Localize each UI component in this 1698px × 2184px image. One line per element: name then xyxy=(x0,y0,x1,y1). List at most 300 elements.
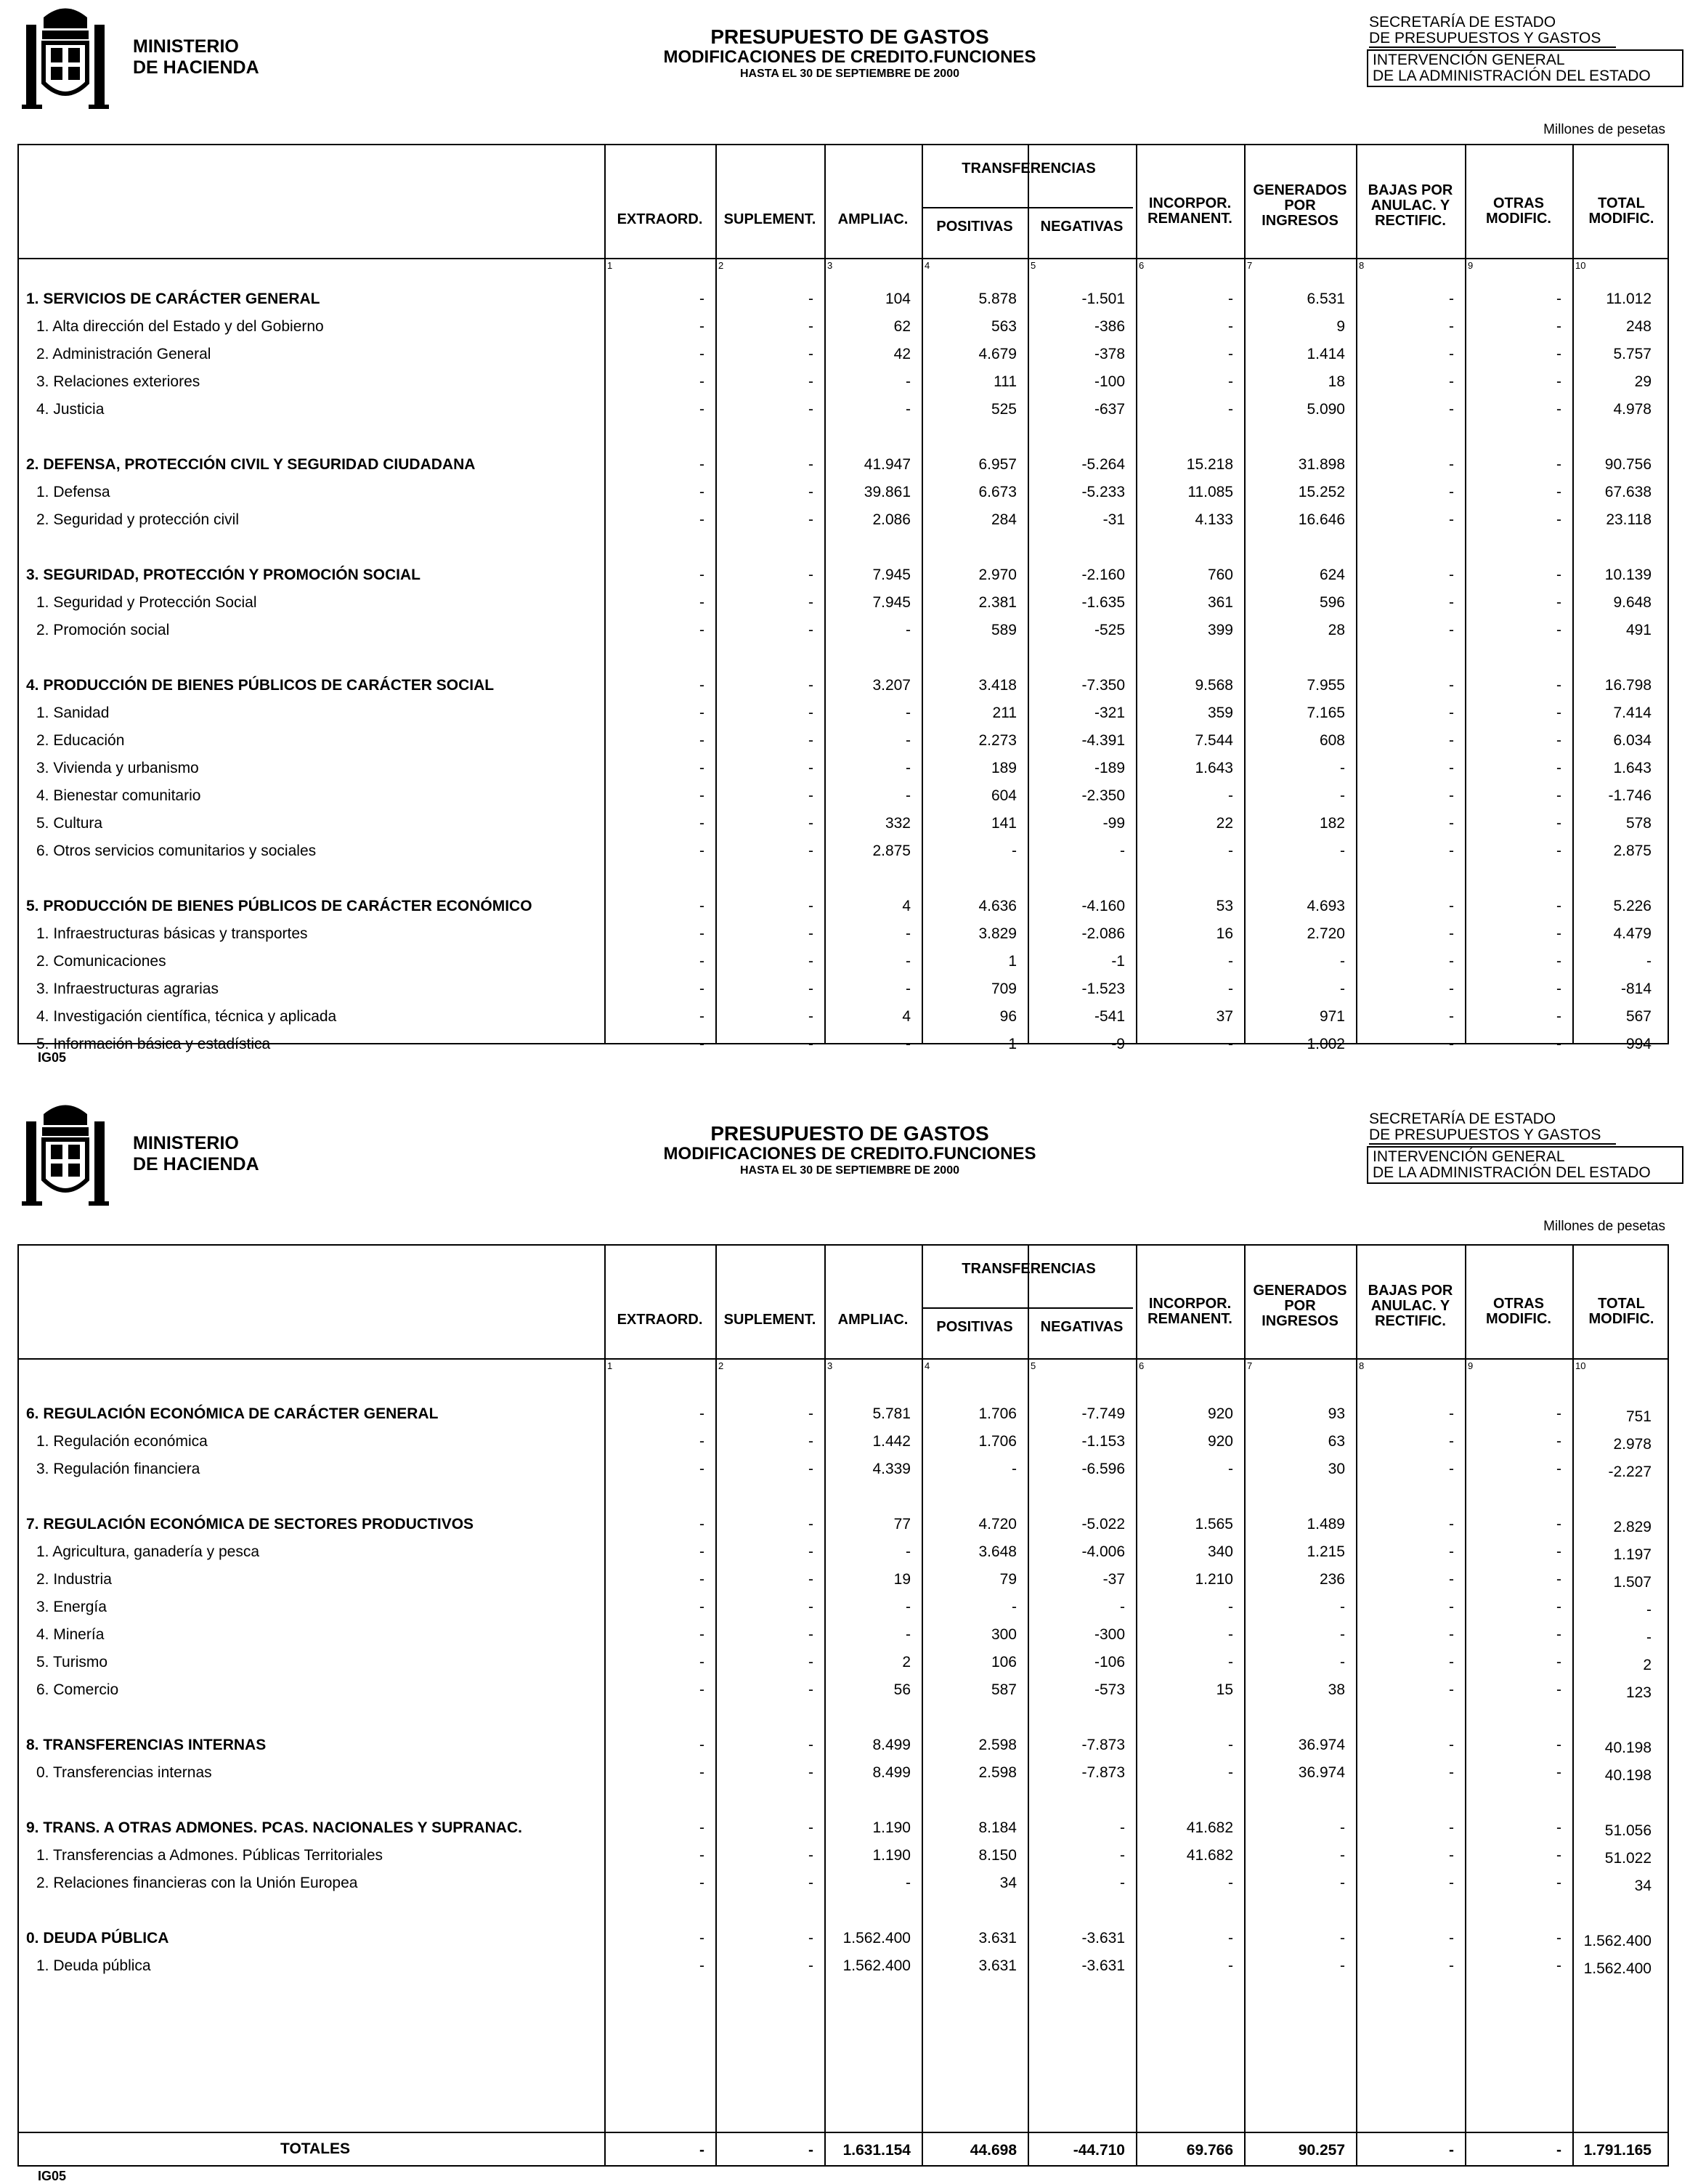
table-cell: 1.565 xyxy=(1195,1516,1233,1533)
table-cell: - xyxy=(1120,843,1125,859)
row-label: 1. Regulación económica xyxy=(36,1433,208,1450)
table-cell: 2.720 xyxy=(1307,925,1345,942)
table-cell: 1.002 xyxy=(1307,1036,1345,1052)
table-cell: 8.184 xyxy=(978,1819,1017,1836)
row-label: 2. Educación xyxy=(36,732,125,749)
table-cell: - xyxy=(699,815,704,832)
col-total-line: MODIFIC. xyxy=(1588,211,1654,227)
table-cell: 4.720 xyxy=(978,1516,1017,1533)
table-cell: - xyxy=(1228,346,1233,362)
intervencion-line: INTERVENCIÓN GENERAL xyxy=(1373,1148,1565,1165)
row-label: 4. Minería xyxy=(36,1626,105,1643)
report-title-block xyxy=(625,26,1075,81)
table-cell: - xyxy=(1449,1681,1454,1698)
col-extraord-line: EXTRAORD. xyxy=(617,1312,703,1328)
table-cell: 1.414 xyxy=(1307,346,1345,362)
table-cell: - xyxy=(1120,1875,1125,1891)
table-cell: 6.957 xyxy=(978,456,1017,473)
table-cell: 51.022 xyxy=(1604,1850,1652,1867)
table-cell: -7.873 xyxy=(1081,1737,1125,1753)
table-cell: - xyxy=(1228,1957,1233,1974)
col-extraord xyxy=(604,1312,715,1328)
table-cell: 34 xyxy=(1634,1877,1652,1894)
table-cell: - xyxy=(1556,677,1561,694)
row-label: 2. Relaciones financieras con la Unión Europea xyxy=(36,1875,358,1891)
col-bajas xyxy=(1356,1283,1465,1329)
table-cell: - xyxy=(1449,1516,1454,1533)
table-cell: -189 xyxy=(1094,760,1125,776)
table-cell: - xyxy=(808,346,813,362)
table-cell: - xyxy=(906,705,911,721)
table-cell: 563 xyxy=(991,318,1017,335)
col-negativas-line: NEGATIVAS xyxy=(1040,1319,1124,1335)
column-divider xyxy=(1136,1246,1137,2165)
table-cell: - xyxy=(699,373,704,390)
table-cell: 920 xyxy=(1207,1433,1233,1450)
row-label: 1. Agricultura, ganadería y pesca xyxy=(36,1543,260,1560)
table-cell: 211 xyxy=(992,705,1017,721)
ministry-line: MINISTERIO xyxy=(133,36,239,57)
table-cell: -637 xyxy=(1094,401,1125,418)
table-cell: - xyxy=(808,1599,813,1615)
col-otras-line: OTRAS xyxy=(1493,195,1544,211)
table-cell: - xyxy=(1646,953,1652,970)
table-cell: - xyxy=(808,981,813,997)
table-cell: -814 xyxy=(1620,981,1652,997)
transfer-divider xyxy=(922,1307,1133,1309)
row-label: 1. Infraestructuras básicas y transportes xyxy=(36,925,308,942)
form-code: IG05 xyxy=(38,2169,67,2183)
table-cell: 29 xyxy=(1634,373,1652,390)
table-cell: 16 xyxy=(1216,925,1233,942)
table-cell: 491 xyxy=(1625,622,1652,638)
table-cell: - xyxy=(808,1571,813,1588)
table-cell: - xyxy=(1556,456,1561,473)
table-cell: 1.562.400 xyxy=(842,1957,911,1974)
table-cell: 5.090 xyxy=(1307,401,1345,418)
section-label: 9. TRANS. A OTRAS ADMONES. PCAS. NACIONALES Y SUPRANAC. xyxy=(26,1819,522,1836)
ministry-line: DE HACIENDA xyxy=(133,57,259,78)
column-number: 8 xyxy=(1359,1360,1365,1371)
column-divider xyxy=(715,145,717,1043)
table-cell: -6.596 xyxy=(1081,1461,1125,1477)
column-divider xyxy=(715,1246,717,2165)
table-cell: - xyxy=(699,484,704,500)
col-total xyxy=(1572,1296,1670,1327)
table-cell: 7.945 xyxy=(872,567,911,583)
column-divider xyxy=(1356,145,1357,1043)
section-label: 2. DEFENSA, PROTECCIÓN CIVIL Y SEGURIDAD CIUDADANA xyxy=(26,456,476,473)
row-label: 3. Regulación financiera xyxy=(36,1461,200,1477)
table-cell: 4.479 xyxy=(1613,925,1652,942)
table-cell: 62 xyxy=(893,318,911,335)
col-ampliac xyxy=(824,1312,922,1328)
row-label: 1. Deuda pública xyxy=(36,1957,151,1974)
table-cell: - xyxy=(1556,1681,1561,1698)
table-cell: - xyxy=(699,1516,704,1533)
table-cell: 2.875 xyxy=(1613,843,1652,859)
row-label: 1. Transferencias a Admones. Públicas Territoriales xyxy=(36,1847,383,1864)
table-cell: - xyxy=(1556,981,1561,997)
table-cell: - xyxy=(1556,1461,1561,1477)
form-code: IG05 xyxy=(38,1050,67,1065)
table-cell: - xyxy=(1228,1654,1233,1671)
table-cell: - xyxy=(1228,401,1233,418)
column-number: 3 xyxy=(827,1360,833,1371)
table-cell: - xyxy=(808,484,813,500)
table-cell: 1 xyxy=(1008,953,1017,970)
table-cell: - xyxy=(699,898,704,914)
table-cell: - xyxy=(1449,815,1454,832)
table-cell: - xyxy=(699,1433,704,1450)
table-cell: 6.034 xyxy=(1613,732,1652,749)
column-number: 6 xyxy=(1139,260,1145,271)
table-cell: 141 xyxy=(991,815,1017,832)
table-cell: 248 xyxy=(1625,318,1652,335)
table-cell: -2.160 xyxy=(1081,567,1125,583)
table-cell: 2.598 xyxy=(978,1764,1017,1781)
intervencion-box xyxy=(1367,49,1683,87)
table-cell: - xyxy=(1556,1764,1561,1781)
column-number: 7 xyxy=(1247,260,1253,271)
table-cell: 90.756 xyxy=(1604,456,1652,473)
table-cell: 4.133 xyxy=(1195,511,1233,528)
col-ampliac-line: AMPLIAC. xyxy=(837,1312,909,1328)
table-cell: 11.085 xyxy=(1187,484,1233,500)
table-cell: - xyxy=(699,1599,704,1615)
table-cell: - xyxy=(1340,843,1345,859)
table-cell: - xyxy=(1556,843,1561,859)
table-cell: - xyxy=(906,925,911,942)
column-divider xyxy=(824,145,826,1043)
table-cell: - xyxy=(1228,843,1233,859)
table-cell: 1.507 xyxy=(1613,1574,1652,1591)
table-cell: 2.381 xyxy=(978,594,1017,611)
table-cell: - xyxy=(808,1930,813,1946)
table-cell: - xyxy=(1556,1599,1561,1615)
col-total-line: TOTAL xyxy=(1598,1296,1645,1312)
col-bajas-line: BAJAS POR xyxy=(1368,1283,1453,1299)
col-bajas-line: ANULAC. Y xyxy=(1370,1298,1450,1314)
table-cell: - xyxy=(1340,760,1345,776)
table-cell: 399 xyxy=(1207,622,1233,638)
column-number: 7 xyxy=(1247,1360,1253,1371)
col-generados-line: INGRESOS xyxy=(1262,1313,1339,1329)
table-cell: -5.022 xyxy=(1081,1516,1125,1533)
table-cell: 42 xyxy=(893,346,911,362)
table-cell: - xyxy=(1340,1654,1345,1671)
row-label: 5. Turismo xyxy=(36,1654,108,1671)
section-label: 8. TRANSFERENCIAS INTERNAS xyxy=(26,1737,267,1753)
table-cell: - xyxy=(1449,1764,1454,1781)
table-cell: - xyxy=(1449,373,1454,390)
secretaria-block xyxy=(1369,1111,1616,1145)
table-cell: - xyxy=(808,1681,813,1698)
table-cell: - xyxy=(1556,594,1561,611)
table-cell: 1.706 xyxy=(978,1433,1017,1450)
table-cell: - xyxy=(1556,318,1561,335)
table-cell: - xyxy=(1556,815,1561,832)
table-cell: - xyxy=(1228,787,1233,804)
table-cell: - xyxy=(1449,1819,1454,1836)
table-cell: 1.643 xyxy=(1195,760,1233,776)
column-divider xyxy=(604,1246,606,2165)
table-cell: - xyxy=(1556,1036,1561,1052)
col-negativas xyxy=(1028,1320,1136,1335)
table-cell: - xyxy=(1449,760,1454,776)
table-cell: 2.273 xyxy=(978,732,1017,749)
section-label: 7. REGULACIÓN ECONÓMICA DE SECTORES PRODUCTIVOS xyxy=(26,1516,474,1533)
col-otras-line: MODIFIC. xyxy=(1486,1311,1551,1327)
report-period: HASTA EL 30 DE SEPTIEMBRE DE 2000 xyxy=(739,68,959,80)
secretaria-line: SECRETARÍA DE ESTADO xyxy=(1369,1111,1556,1127)
intervencion-line: DE LA ADMINISTRACIÓN DEL ESTADO xyxy=(1373,68,1651,84)
table-cell: - xyxy=(808,677,813,694)
table-cell: -321 xyxy=(1094,705,1125,721)
units-label: Millones de pesetas xyxy=(1543,122,1665,137)
table-cell: - xyxy=(808,787,813,804)
table-cell: 1.562.400 xyxy=(842,1930,911,1946)
table-cell: 56 xyxy=(893,1681,911,1698)
page-1 xyxy=(0,0,1698,1075)
table-cell: 1.643 xyxy=(1613,760,1652,776)
row-label: 6. Comercio xyxy=(36,1681,119,1698)
table-cell: 1.562.400 xyxy=(1583,1960,1652,1977)
table-cell: 7.165 xyxy=(1307,705,1345,721)
table-cell: 38 xyxy=(1328,1681,1345,1698)
table-cell: - xyxy=(1120,1599,1125,1615)
table-cell: 31.898 xyxy=(1298,456,1345,473)
col-otras-line: OTRAS xyxy=(1493,1296,1544,1312)
row-label: 4. Bienestar comunitario xyxy=(36,787,201,804)
table-cell: -106 xyxy=(1094,1654,1125,1671)
table-cell: 63 xyxy=(1328,1433,1345,1450)
table-cell: - xyxy=(1449,1433,1454,1450)
table-cell: - xyxy=(1340,1930,1345,1946)
table-cell: 1.489 xyxy=(1307,1516,1345,1533)
table-cell: - xyxy=(699,1405,704,1422)
table-cell: - xyxy=(1340,953,1345,970)
table-cell: - xyxy=(906,1875,911,1891)
table-cell: - xyxy=(1556,567,1561,583)
table-cell: - xyxy=(1228,1737,1233,1753)
table-cell: - xyxy=(1449,981,1454,997)
table-cell: 4.693 xyxy=(1307,898,1345,914)
table-cell: - xyxy=(1556,1875,1561,1891)
table-cell: 16.798 xyxy=(1604,677,1652,694)
col-otras-line: MODIFIC. xyxy=(1486,211,1551,227)
col-bajas-line: RECTIFIC. xyxy=(1375,213,1446,229)
table-cell: - xyxy=(1228,1626,1233,1643)
table-cell: 3.631 xyxy=(978,1930,1017,1946)
table-cell: 760 xyxy=(1207,567,1233,583)
table-cell: -31 xyxy=(1102,511,1125,528)
table-cell: 589 xyxy=(991,622,1017,638)
coat-of-arms-icon xyxy=(22,1100,109,1209)
table-cell: - xyxy=(808,925,813,942)
table-cell: - xyxy=(1340,1819,1345,1836)
table-cell: 578 xyxy=(1625,815,1652,832)
table-cell: 4.978 xyxy=(1613,401,1652,418)
report-title: PRESUPUESTO DE GASTOS xyxy=(710,1122,989,1145)
report-subtitle: MODIFICACIONES DE CREDITO.FUNCIONES xyxy=(663,1144,1036,1164)
table-cell: - xyxy=(1449,1461,1454,1477)
table-cell: 920 xyxy=(1207,1405,1233,1422)
table-cell: 28 xyxy=(1328,622,1345,638)
table-cell: - xyxy=(699,981,704,997)
table-cell: - xyxy=(699,622,704,638)
column-number: 5 xyxy=(1031,260,1036,271)
totals-cell: 1.631.154 xyxy=(842,2142,911,2159)
table-cell: - xyxy=(1228,318,1233,335)
col-suplement-line: SUPLEMENT. xyxy=(723,211,816,227)
col-total-line: MODIFIC. xyxy=(1588,1311,1654,1327)
table-cell: 10.139 xyxy=(1604,567,1652,583)
table-cell: - xyxy=(1449,1571,1454,1588)
table-cell: 79 xyxy=(999,1571,1017,1588)
column-divider xyxy=(1136,145,1137,1043)
table-cell: - xyxy=(808,622,813,638)
column-number: 4 xyxy=(925,1360,930,1371)
header-divider xyxy=(19,1358,1667,1360)
table-cell: 11.012 xyxy=(1606,291,1652,307)
row-label: 2. Industria xyxy=(36,1571,112,1588)
row-label: 2. Promoción social xyxy=(36,622,170,638)
table-cell: - xyxy=(1556,705,1561,721)
table-cell: - xyxy=(1556,1571,1561,1588)
table-cell: 1.562.400 xyxy=(1583,1933,1652,1949)
table-cell: 5.226 xyxy=(1613,898,1652,914)
section-label: 3. SEGURIDAD, PROTECCIÓN Y PROMOCIÓN SOCIAL xyxy=(26,567,421,583)
col-bajas-line: ANULAC. Y xyxy=(1370,198,1450,214)
column-number: 4 xyxy=(925,260,930,271)
table-cell: - xyxy=(1556,1008,1561,1025)
transfer-divider xyxy=(922,207,1133,208)
table-cell: - xyxy=(1449,291,1454,307)
table-cell: - xyxy=(1228,1930,1233,1946)
table-cell: - xyxy=(1340,1626,1345,1643)
table-cell: 300 xyxy=(991,1626,1017,1643)
table-cell: - xyxy=(699,401,704,418)
page-2 xyxy=(0,1097,1698,2183)
col-transferencias: TRANSFERENCIAS xyxy=(962,1261,1096,1277)
column-divider xyxy=(922,1246,923,2165)
table-cell: 1.706 xyxy=(978,1405,1017,1422)
table-cell: - xyxy=(1449,401,1454,418)
col-generados xyxy=(1244,183,1356,229)
table-cell: - xyxy=(808,318,813,335)
table-cell: 40.198 xyxy=(1604,1740,1652,1756)
section-label: 1. SERVICIOS DE CARÁCTER GENERAL xyxy=(26,291,320,307)
table-cell: - xyxy=(808,1008,813,1025)
col-incorpor-line: INCORPOR. xyxy=(1148,1296,1232,1312)
units-label: Millones de pesetas xyxy=(1543,1219,1665,1234)
column-number: 10 xyxy=(1575,1360,1586,1371)
table-cell: - xyxy=(808,401,813,418)
table-cell: 53 xyxy=(1216,898,1233,914)
table-cell: - xyxy=(699,1036,704,1052)
totals-cell: - xyxy=(808,2142,813,2159)
column-divider xyxy=(1465,1246,1466,2165)
table-cell: 7.544 xyxy=(1195,732,1233,749)
totals-cell: 1.791.165 xyxy=(1583,2142,1652,2159)
table-cell: 9.568 xyxy=(1195,677,1233,694)
column-divider xyxy=(604,145,606,1043)
table-cell: - xyxy=(699,1930,704,1946)
table-cell: 2.086 xyxy=(872,511,911,528)
table-cell: 3.207 xyxy=(872,677,911,694)
column-divider xyxy=(1028,145,1029,1043)
table-cell: - xyxy=(1449,787,1454,804)
table-cell: - xyxy=(808,705,813,721)
table-cell: 2.829 xyxy=(1613,1519,1652,1535)
table-cell: - xyxy=(808,843,813,859)
col-incorpor xyxy=(1136,1296,1244,1327)
row-label: 3. Relaciones exteriores xyxy=(36,373,200,390)
col-positivas-line: POSITIVAS xyxy=(936,1319,1013,1335)
table-cell: 596 xyxy=(1319,594,1345,611)
table-cell: 15.252 xyxy=(1298,484,1345,500)
table-cell: - xyxy=(906,622,911,638)
table-cell: - xyxy=(1449,1654,1454,1671)
table-cell: - xyxy=(1120,1819,1125,1836)
column-number: 1 xyxy=(607,1360,613,1371)
table-cell: 123 xyxy=(1625,1684,1652,1701)
table-cell: - xyxy=(1556,1543,1561,1560)
report-title: PRESUPUESTO DE GASTOS xyxy=(710,25,989,48)
table-cell: - xyxy=(1228,291,1233,307)
table-cell: - xyxy=(1228,1599,1233,1615)
table-cell: -2.227 xyxy=(1608,1464,1652,1480)
table-cell: - xyxy=(808,953,813,970)
section-label: 6. REGULACIÓN ECONÓMICA DE CARÁCTER GENERAL xyxy=(26,1405,439,1422)
secretaria-line: SECRETARÍA DE ESTADO xyxy=(1369,14,1556,31)
table-cell: 182 xyxy=(1319,815,1345,832)
table-cell: - xyxy=(699,1626,704,1643)
table-cell: -5.264 xyxy=(1081,456,1125,473)
table-cell: - xyxy=(699,511,704,528)
table-cell: - xyxy=(808,1036,813,1052)
section-label: 5. PRODUCCIÓN DE BIENES PÚBLICOS DE CARÁCTER ECONÓMICO xyxy=(26,898,532,914)
row-label: 4. Justicia xyxy=(36,401,105,418)
table-cell: - xyxy=(1449,925,1454,942)
table-cell: 77 xyxy=(893,1516,911,1533)
table-cell: -100 xyxy=(1094,373,1125,390)
table-cell: - xyxy=(699,760,704,776)
col-positivas xyxy=(922,219,1028,235)
table-cell: 7.945 xyxy=(872,594,911,611)
col-negativas xyxy=(1028,219,1136,235)
table-cell: - xyxy=(1340,981,1345,997)
table-cell: 18 xyxy=(1328,373,1345,390)
table-cell: - xyxy=(1556,760,1561,776)
col-extraord-line: EXTRAORD. xyxy=(617,211,703,227)
table-cell: 284 xyxy=(991,511,1017,528)
table-cell: - xyxy=(1556,1737,1561,1753)
table-cell: - xyxy=(1449,1543,1454,1560)
table-cell: - xyxy=(906,1626,911,1643)
table-cell: 567 xyxy=(1625,1008,1652,1025)
budget-table xyxy=(17,1244,1669,2167)
table-cell: - xyxy=(1556,1433,1561,1450)
table-cell: -300 xyxy=(1094,1626,1125,1643)
table-cell: - xyxy=(699,1571,704,1588)
table-cell: 19 xyxy=(893,1571,911,1588)
table-cell: -3.631 xyxy=(1081,1930,1125,1946)
row-label: 3. Energía xyxy=(36,1599,107,1615)
table-cell: 8.499 xyxy=(872,1764,911,1781)
table-cell: 22 xyxy=(1216,815,1233,832)
